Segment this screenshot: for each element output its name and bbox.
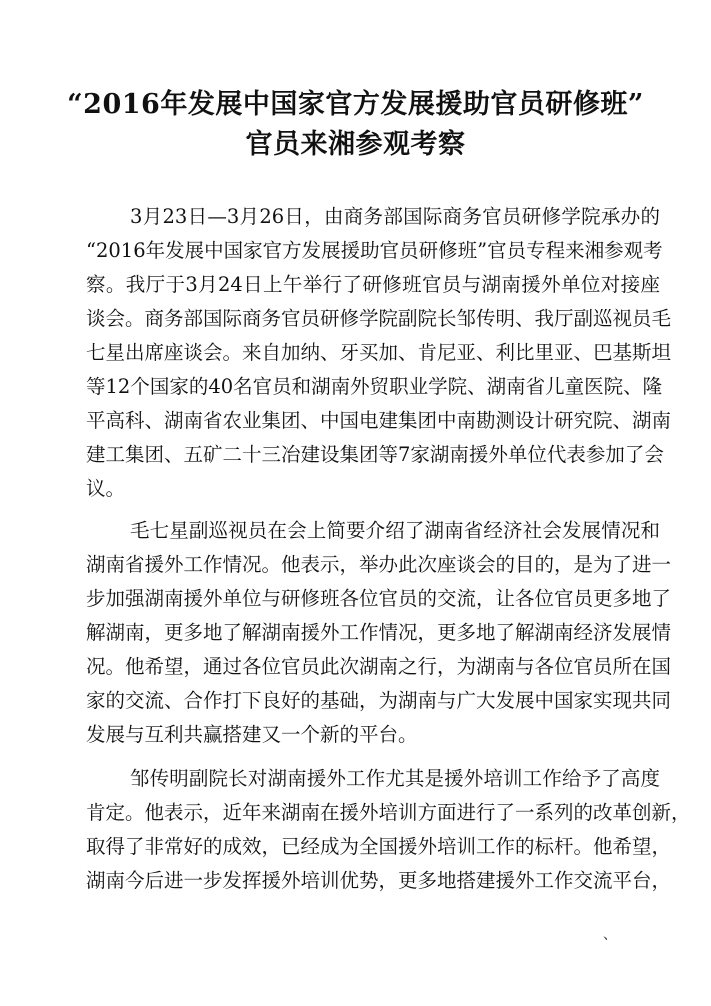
- paragraph-2-line: 解湖南，更多地了解湖南援外工作情况，更多地了解湖南经济发展情: [86, 621, 672, 644]
- paragraph-1-line: 等12个国家的40名官员和湖南外贸职业学院、湖南省儿童医院、隆: [86, 375, 663, 398]
- paragraph-2-line: 毛七星副巡视员在会上简要介绍了湖南省经济社会发展情况和: [130, 519, 660, 542]
- document-title-line-2: 官员来湘参观考察: [245, 129, 466, 160]
- paragraph-1-line: 七星出席座谈会。来自加纳、牙买加、肯尼亚、利比里亚、巴基斯坦: [86, 341, 672, 364]
- paragraph-1-line: 议。: [86, 477, 126, 500]
- paragraph-1-line: 3月23日—3月26日，由商务部国际商务官员研修学院承办的: [130, 205, 660, 228]
- paragraph-1-line: 谈会。商务部国际商务官员研修学院副院长邹传明、我厅副巡视员毛: [86, 307, 672, 330]
- paragraph-1-line: 察。我厅于3月24日上午举行了研修班官员与湖南援外单位对接座: [86, 273, 660, 296]
- paragraph-2-line: 况。他希望，通过各位官员此次湖南之行，为湖南与各位官员所在国: [86, 655, 672, 678]
- page-mark: 、: [603, 927, 617, 943]
- paragraph-2-line: 步加强湖南援外单位与研修班各位官员的交流，让各位官员更多地了: [86, 587, 672, 610]
- paragraph-1-line: 建工集团、五矿二十三冶建设集团等7家湖南援外单位代表参加了会: [86, 443, 664, 466]
- paragraph-2-line: 家的交流、合作打下良好的基础，为湖南与广大发展中国家实现共同: [86, 689, 672, 712]
- paragraph-3-line: 取得了非常好的成效，已经成为全国援外培训工作的标杆。他希望，: [86, 835, 672, 858]
- paragraph-3-line: 邹传明副院长对湖南援外工作尤其是援外培训工作给予了高度: [130, 767, 660, 790]
- paragraph-3-line: 湖南今后进一步发挥援外培训优势，更多地搭建援外工作交流平台，: [86, 869, 672, 892]
- paragraph-2-line: 发展与互利共赢搭建又一个新的平台。: [86, 723, 418, 746]
- paragraph-3-line: 肯定。他表示，近年来湖南在援外培训方面进行了一系列的改革创新，: [86, 801, 691, 824]
- paragraph-1-line: 平高科、湖南省农业集团、中国电建集团中南勘测设计研究院、湖南: [86, 409, 672, 432]
- document-title-line-1: “2016年发展中国家官方发展援助官员研修班”: [67, 89, 644, 120]
- paragraph-2-line: 湖南省援外工作情况。他表示，举办此次座谈会的目的，是为了进一: [86, 553, 672, 576]
- paragraph-1-line: “2016年发展中国家官方发展援助官员研修班”官员专程来湘参观考: [86, 239, 663, 262]
